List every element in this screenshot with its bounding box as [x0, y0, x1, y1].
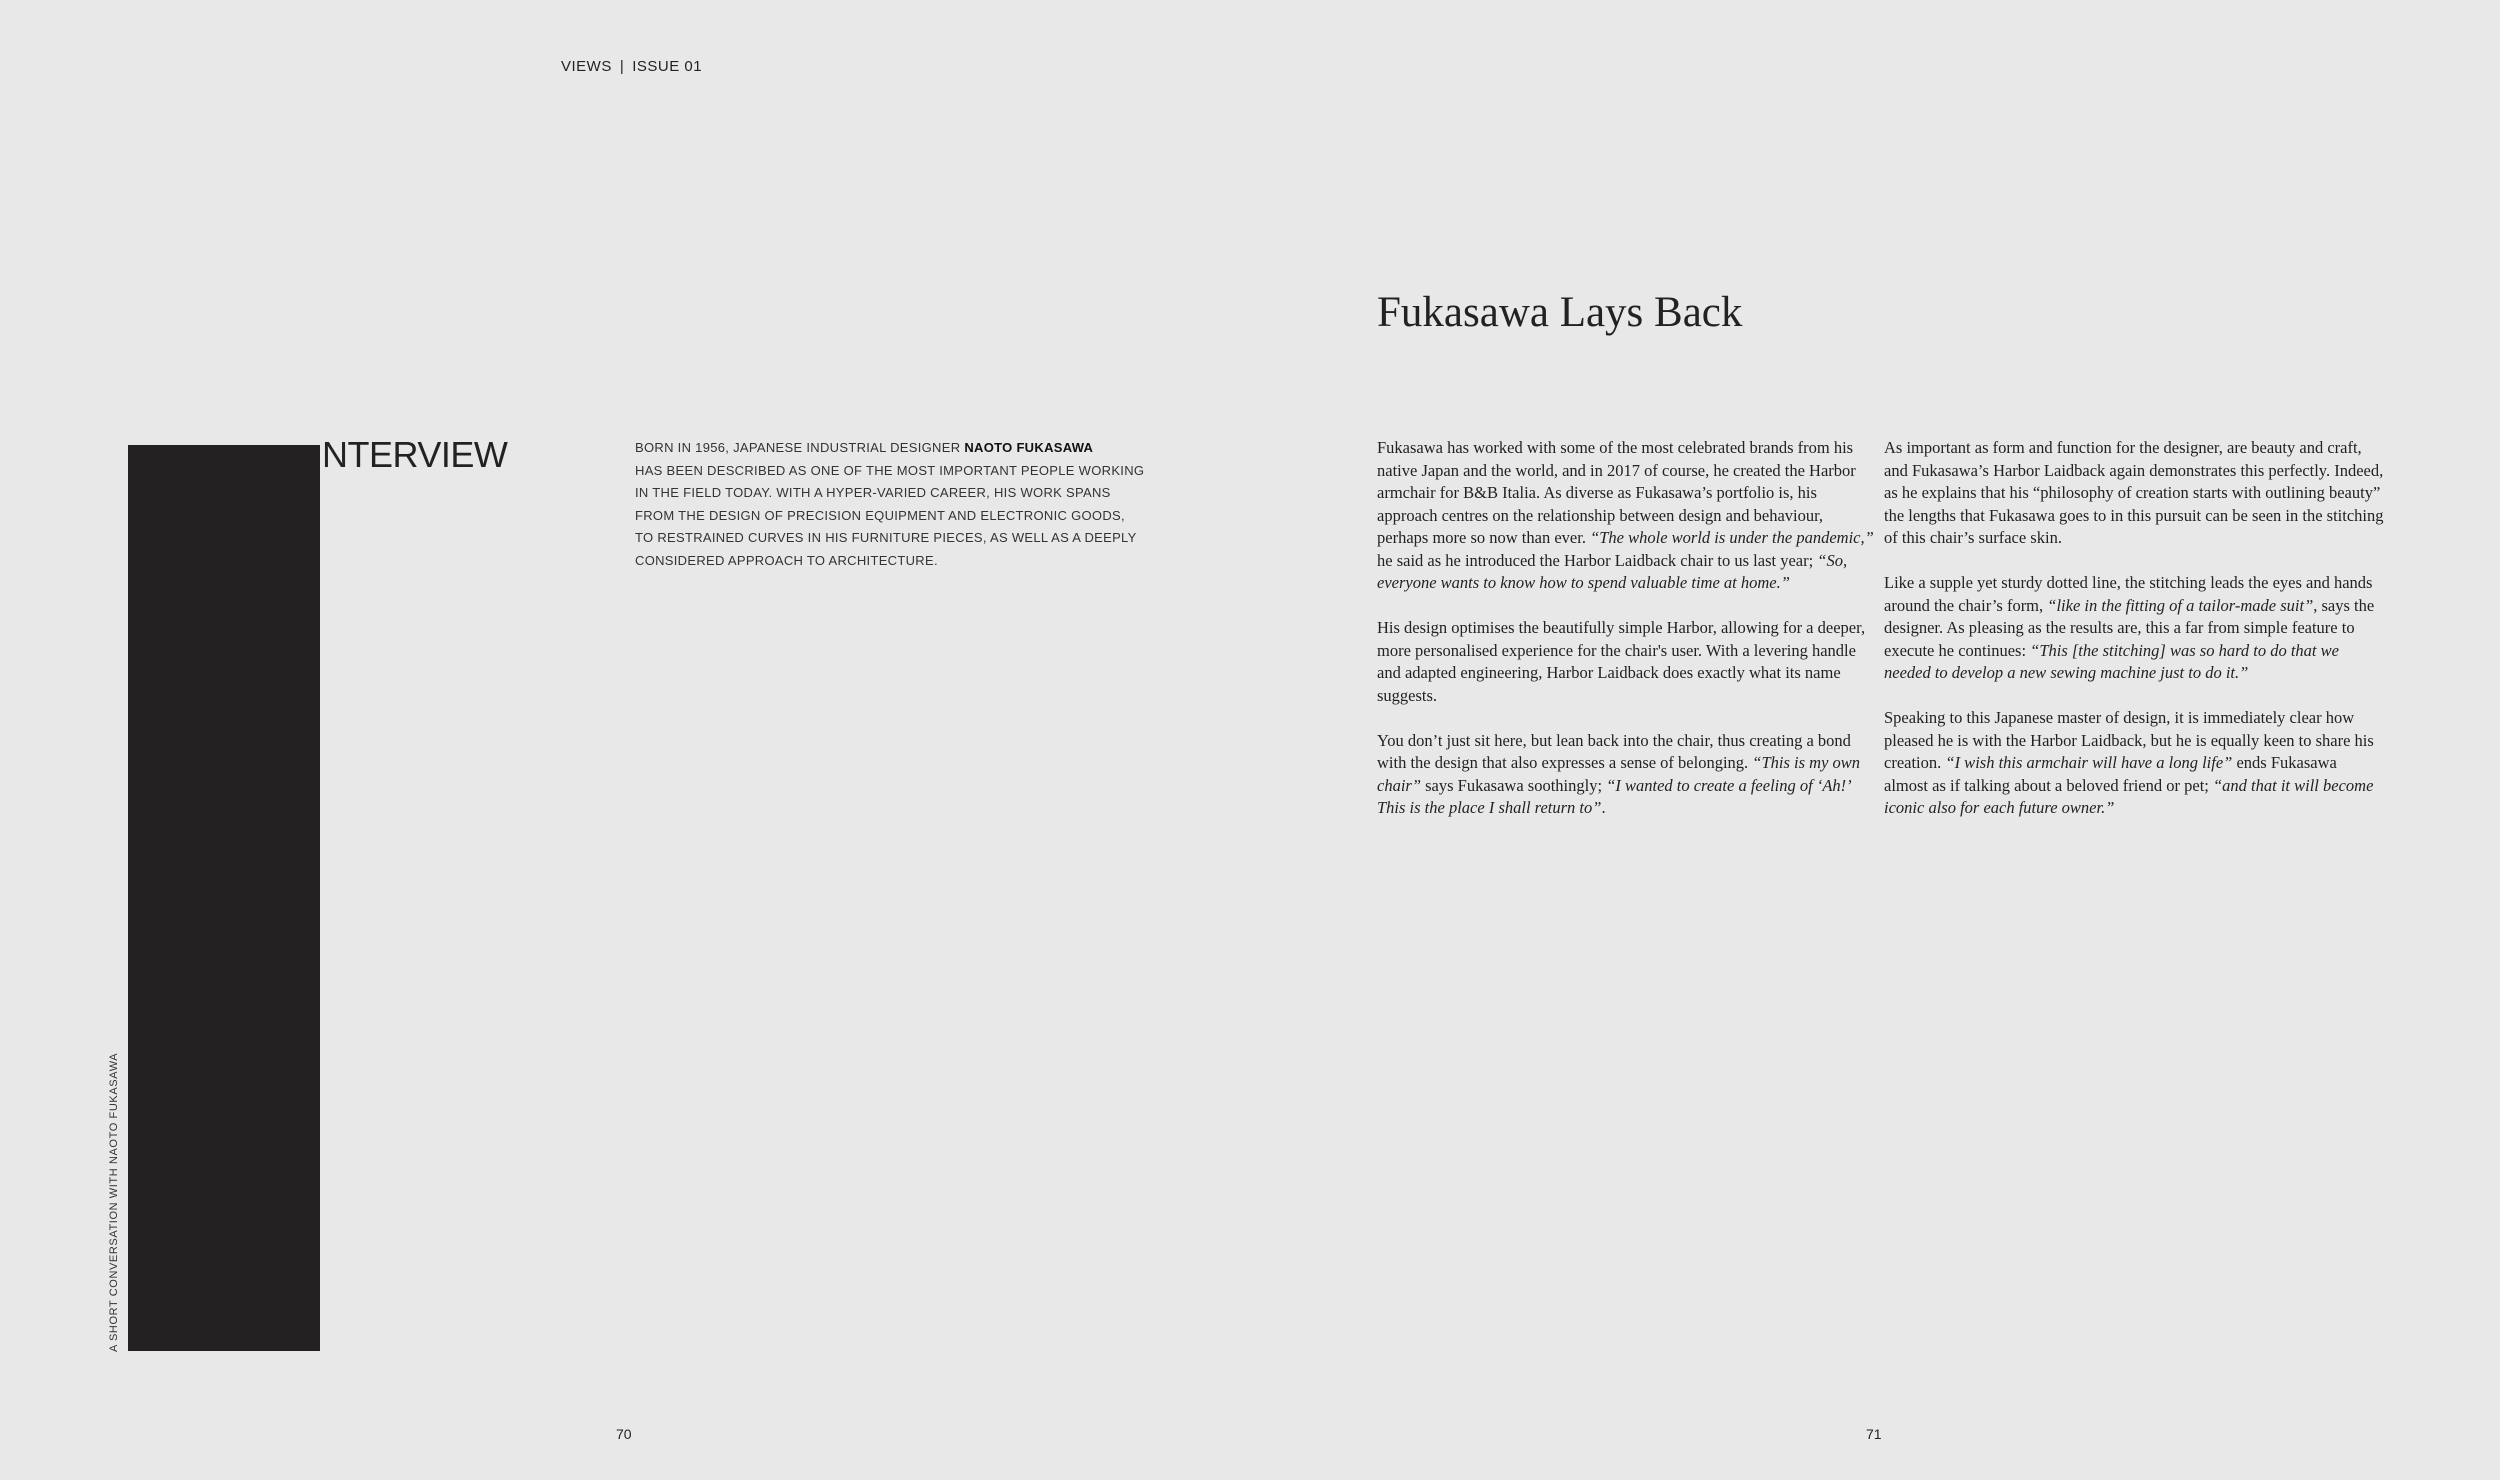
header-issue: ISSUE 01	[632, 58, 703, 75]
interview-heading: NTERVIEW	[322, 434, 508, 475]
body-text: Speaking to this Japanese master of design, it is immediately clear how pleased he is with the Harbor Laidback, but he is equally keen to share his creation.	[1884, 708, 2374, 772]
intro-line: HAS BEEN DESCRIBED AS ONE OF THE MOST IMPORTANT PEOPLE WORKING	[635, 462, 1145, 478]
body-paragraph	[1377, 437, 1877, 595]
black-bar-decoration	[128, 445, 320, 1351]
body-text: he said as he introduced the Harbor Laidback chair to us last year;	[1377, 550, 1818, 570]
intro-lead: BORN IN 1956, JAPANESE INDUSTRIAL DESIGNER	[635, 440, 965, 455]
body-text: Like a supple yet sturdy dotted line, the stitching leads the eyes and hands around the chair’s form,	[1884, 573, 2373, 615]
designer-name: NAOTO FUKASAWA	[964, 440, 1094, 455]
quote: “This is my own chair”	[1377, 753, 1861, 795]
page-number-right: 71	[1866, 1426, 1882, 1442]
quote: “like in the fitting of a tailor-made suit”	[2047, 595, 2314, 615]
intro-line: TO RESTRAINED CURVES IN HIS FURNITURE PIECES, AS WELL AS A DEEPLY	[635, 530, 1137, 545]
quote: “and that it will become iconic also for each future owner.”	[1884, 775, 2374, 817]
quote: “So, everyone wants to know how to spend valuable time at home.”	[1377, 550, 1848, 592]
body-paragraph: As important as form and function for the designer, are beauty and craft, and Fukasawa’s Harbor Laidback again demonstrates this perfectly. Indeed, as he explains that his “philosophy of creation starts with outlining beauty” the lengths that Fukasawa goes to in this pursuit can be seen in the stitching of this chair’s surface skin.	[1884, 438, 2384, 547]
body-text: You don’t just sit here, but lean back into the chair, thus creating a bond with the design that also expresses a sense of belonging.	[1377, 730, 1851, 772]
intro-line: FROM THE DESIGN OF PRECISION EQUIPMENT AND ELECTRONIC GOODS,	[635, 507, 1125, 523]
intro-line: IN THE FIELD TODAY. WITH A HYPER-VARIED CAREER, HIS WORK SPANS	[635, 485, 1111, 500]
body-text: says Fukasawa soothingly;	[1421, 775, 1607, 795]
quote: “I wish this armchair will have a long life”	[1945, 753, 2233, 772]
body-text: .	[1601, 798, 1606, 817]
body-column-2	[1884, 437, 2384, 842]
intro-line: CONSIDERED APPROACH TO ARCHITECTURE.	[635, 552, 938, 568]
vertical-caption: A SHORT CONVERSATION WITH NAOTO FUKASAWA	[108, 1052, 120, 1352]
quote: “The whole world is under the pandemic,”	[1590, 528, 1874, 547]
article-title: Fukasawa Lays Back	[1377, 289, 1743, 336]
header-separator: |	[619, 58, 625, 75]
running-header	[561, 58, 702, 75]
body-text: ends Fukasawa almost as if talking about a beloved friend or pet;	[1884, 753, 2337, 795]
header-section: VIEWS	[561, 58, 612, 75]
quote: “This [the stitching] was so hard to do that we needed to develop a new sewing machine just to do it.”	[1884, 640, 2339, 682]
page-number-left: 70	[616, 1426, 632, 1442]
quote: “I wanted to create a feeling of ‘Ah!’ This is the place I shall return to”	[1377, 775, 1850, 817]
intro-paragraph	[635, 437, 1155, 572]
body-paragraph	[1377, 730, 1877, 820]
body-paragraph: His design optimises the beautifully simple Harbor, allowing for a deeper, more personalised experience for the chair's user. With a levering handle and adapted engineering, Harbor Laidback does exactly what its name suggests.	[1377, 618, 1866, 705]
body-paragraph	[1884, 572, 2384, 685]
body-paragraph	[1884, 707, 2384, 820]
body-text: Fukasawa has worked with some of the most celebrated brands from his native Japan and the world, and in 2017 of course, he created the Harbor armchair for B&B Italia. As diverse as Fukasawa’s portfolio is, his approach centres on the relationship between design and behaviour, perhaps more so now than ever.	[1377, 438, 1856, 547]
body-column-1	[1377, 437, 1877, 842]
body-text: , says the designer. As pleasing as the results are, this a far from simple feature to execute he continues:	[1884, 595, 2375, 660]
